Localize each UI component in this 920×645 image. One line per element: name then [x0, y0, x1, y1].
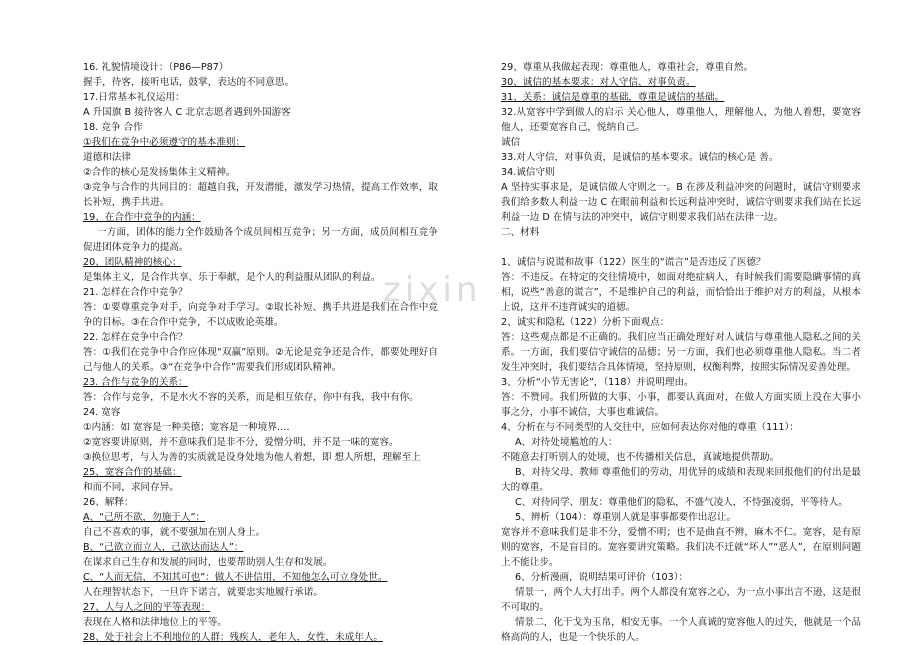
- right-line: [501, 240, 861, 255]
- right-line: 不随意去打听别人的处境，也不传播相关信息，真诚地提供帮助。: [501, 452, 780, 463]
- right-line: 情景二，化干戈为玉帛，相安无事。一个人真诚的宽容他人的过失，他就是一个品格高尚的人，也是一个快乐的人。: [501, 617, 861, 643]
- left-line: 人在理智状态下，一旦许下诺言，就要忠实地履行承诺。: [83, 587, 323, 598]
- left-line: 24. 宽容: [83, 407, 121, 418]
- left-line: 自己不喜欢的事，就不要强加在别人身上。: [83, 527, 266, 538]
- right-line: A 坚持实事求是，是诚信做人守则之一。B 在涉及利益冲突的问题时，诚信守则要求我们给多数人利益一边 C 在眼前利益和长远利益冲突时，诚信守则要求我们站在长远利益一边 D 在情与法的冲突中，诚信守则要求我们站在法律一边。: [501, 182, 861, 223]
- left-line: ①我们在竞争中必须遵守的基本准则：: [83, 137, 246, 148]
- right-line: 答：这些观点都是不正确的。我们应当正确处理好对人诚信与尊重他人隐私之间的关系。一方面，我们要信守诚信的品德；另一方面，我们也必须尊重他人隐私。当二者发生冲突时，我们要结合具体情境，坚持原则，权衡利弊，按照实际情况妥善处理。: [501, 332, 861, 373]
- left-line: 21. 怎样在合作中竞争？: [83, 287, 188, 298]
- right-line: 6、分析漫画，说明结果可评价（103）：: [515, 572, 689, 583]
- right-column: [501, 60, 861, 645]
- right-line: 宽容并不意味我们是非不分，爱憎不明；也不是曲直不辨，麻木不仁。宽容，是有原则的宽容，不是盲目的。宽容要讲究策略。我们决不迁就“坏人”“恶人”，在原则问题上不能让步。: [501, 527, 861, 568]
- left-line: A、“己所不欲，勿施于人”：: [83, 512, 206, 523]
- right-line: 答：不违反。在特定的交往情境中，如面对绝症病人，有时候我们需要隐瞒事情的真相，说些“善意的谎言”，不是维护自己的利益，而恰恰出于维护对方的利益，从根本上说，这并不违背诚实的道德。: [501, 272, 861, 313]
- right-line: 答：不赞同。我们所做的大事、小事，都要认真面对，在做人方面实质上没在大事小事之分，小事不诚信，大事也难诚信。: [501, 392, 861, 418]
- left-line: B、“己欲立而立人，己欲达而达人”：: [83, 542, 244, 553]
- left-line: 25、宽容合作的基础：: [83, 467, 182, 478]
- left-line: C、“人而无信，不知其可也”：做人不讲信用，不知他怎么可立身处世。: [83, 572, 388, 583]
- left-line: 道德和法律: [83, 152, 131, 163]
- right-line: B、对待父母、教师 尊重他们的劳动，用优异的成绩和表现来回报他们的付出是最大的尊重。: [501, 467, 861, 493]
- left-column: [83, 60, 438, 645]
- watermark: zixin: [383, 270, 482, 310]
- right-line: 2、诚实和隐私（122）分析下面观点：: [501, 317, 670, 328]
- left-line: 和而不同，求同存异。: [83, 482, 179, 493]
- left-line: 28、处于社会上不利地位的人群：残疾人，老年人，女性，未成年人。: [83, 632, 384, 643]
- left-line: 26、解释：: [83, 497, 134, 508]
- left-line: 18. 竞争 合作: [83, 122, 143, 133]
- left-line: 20、团队精神的核心：: [83, 257, 182, 268]
- right-line: 二、材料: [501, 227, 540, 238]
- right-line: 29、尊重从我做起表现：尊重他人，尊重社会，尊重自然。: [501, 62, 754, 73]
- right-line: 1、诚信与说谎和故事（122）医生的“谎言”是否违反了医德？: [501, 257, 766, 268]
- right-line: C、对待同学、朋友：尊重他们的隐私，不盛气凌人，不恃强凌弱，平等待人。: [515, 497, 848, 508]
- right-line: 31、关系：诚信是尊重的基础，尊重是诚信的基础。: [501, 92, 725, 103]
- left-line: 表现在人格和法律地位上的平等。: [83, 617, 227, 628]
- left-line: 答：合作与竞争，不是水火不容的关系，而是相互依存，你中有我，我中有你。: [83, 392, 419, 403]
- left-line: 答：①我们在竞争中合作应体现“双赢”原则。②无论是竞争还是合作，都要处理好自己与他人的关系。③“在竞争中合作”需要我们形成团队精神。: [83, 347, 438, 373]
- left-line: 在谋求自己生存和发展的同时，也要帮助别人生存和发展。: [83, 557, 333, 568]
- left-line: A 升国旗 B 接待客人 C 北京志愿者遇到外国游客: [83, 107, 291, 118]
- left-line: ③换位思考，与人为善的实质就是设身处地为他人着想，即 想人所想，理解至上: [83, 452, 421, 463]
- left-line: 是集体主义，是合作共享、乐于奉献，是个人的利益服从团队的利益。: [83, 272, 381, 283]
- left-line: 22. 怎样在竞争中合作？: [83, 332, 188, 343]
- left-line: 23. 合作与竞争的关系：: [83, 377, 188, 388]
- right-line: 33.对人守信，对事负责，是诚信的基本要求。诚信的核心是 善。: [501, 152, 779, 163]
- right-line: A、对待处境尴尬的人：: [515, 437, 618, 448]
- right-line: 34.诚信守则: [501, 167, 555, 178]
- right-line: 诚信: [501, 137, 521, 148]
- left-line: 答：①要尊重竞争对手，向竞争对手学习。②取长补短、携手共进是我们在合作中竞争的目标。③在合作中竞争，不以成败论英雄。: [83, 302, 438, 328]
- left-line: ②合作的核心是发扬集体主义精神。: [83, 167, 236, 178]
- right-line: 4、分析在与不同类型的人交往中，应如何表达你对他的尊重（111）：: [501, 422, 799, 433]
- left-line: 19、在合作中竞争的内涵：: [83, 212, 201, 223]
- right-line: 32.从宽容中学到做人的启示 关心他人，尊重他人，理解他人，为他人着想，要宽容他人，还要宽容自己，悦纳自己。: [501, 107, 861, 133]
- left-line: 27、人与人之间的平等表现：: [83, 602, 211, 613]
- left-line: 17.日常基本礼仪运用：: [83, 92, 185, 103]
- left-line: 16. 礼貌情境设计：（P86—P87）: [83, 62, 229, 73]
- left-line: 握手，待客，接听电话，鼓掌，表达的不同意思。: [83, 77, 295, 88]
- left-line: ①内涵：如 宽容是一种美德；宽容是一种境界….: [83, 422, 290, 433]
- left-line: ③竞争与合作的共同目的：超越自我，开发潜能，激发学习热情，提高工作效率，取长补短，携手共进。: [83, 182, 438, 208]
- right-line: 5、辨析（104）：尊重别人就是事事都要作出忍让。: [515, 512, 737, 523]
- right-line: 情景一，两个人大打出手。两个人都没有宽容之心，为一点小事出言不逊，这是很不可取的。: [501, 587, 861, 613]
- left-line: 一方面，团体的能力全作鼓励各个成员间相互竞争；另一方面，成员间相互竞争促进团体竞争力的提高。: [83, 227, 438, 253]
- right-line: 30、诚信的基本要求：对人守信、对事负责。: [501, 77, 696, 88]
- right-line: 3、分析“小节无害论”，（118）并说明理由。: [501, 377, 694, 388]
- left-line: ②宽容要讲原则，并不意味我们是非不分，爱憎分明，并不是一味的宽容。: [83, 437, 399, 448]
